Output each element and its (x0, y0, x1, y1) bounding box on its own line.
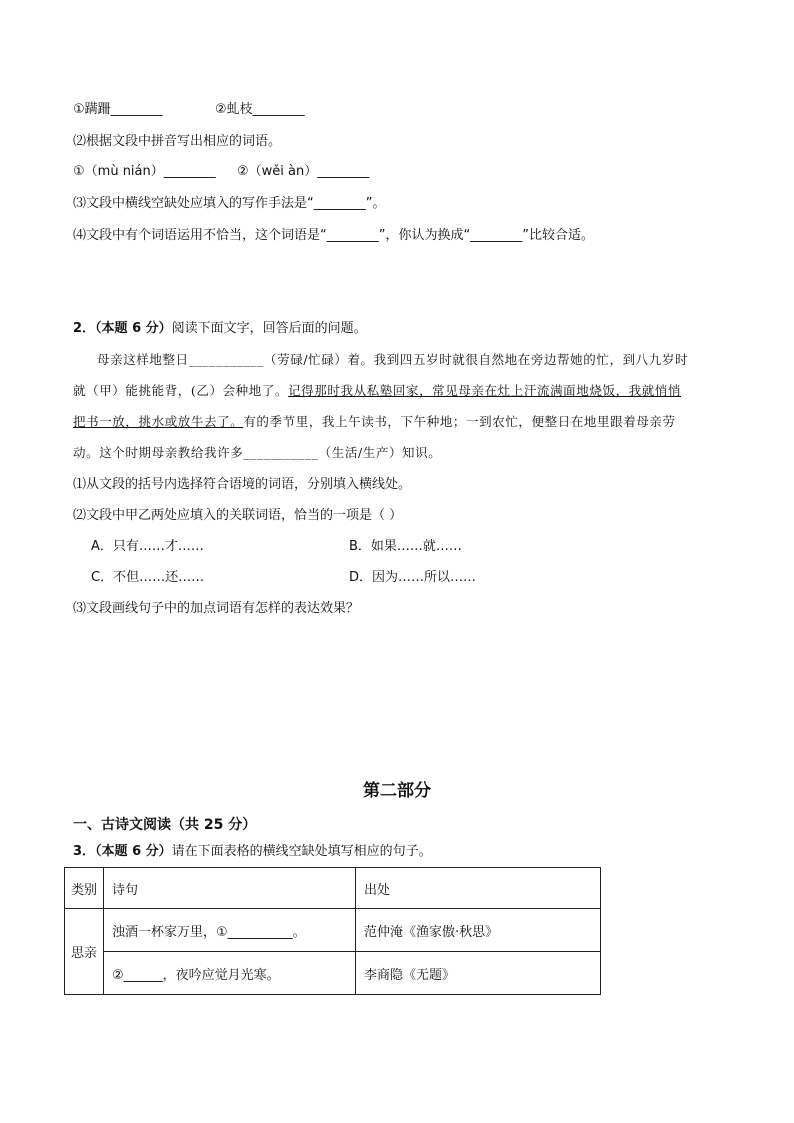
question-prompt: 阅读下面文字，回答后面的问题。 (171, 321, 367, 336)
passage-line-3b: 有的季节里，我上午读书，下午种地；一到农忙，便整日在地里跟着母亲劳 (243, 414, 676, 429)
header-source: 出处 (356, 868, 601, 909)
sub-question-3: ⑶文段画线句子中的加点词语有怎样的表达效果？ (73, 601, 360, 616)
passage-line-3 (73, 413, 676, 431)
question-2-heading (73, 320, 367, 338)
option-b[interactable]: B．如果……就…… (349, 539, 462, 554)
question-number: 3．（本题 6 分） (73, 844, 172, 859)
item-panshan: ①蹒跚________ (73, 102, 163, 117)
source-cell: 李商隐《无题》 (356, 952, 601, 995)
question-number: 2．（本题 6 分） (73, 321, 172, 336)
category-cell: 思亲 (65, 909, 104, 995)
header-category: 类别 (65, 868, 104, 909)
question-prompt: 请在下面表格的横线空缺处填写相应的句子。 (171, 844, 432, 859)
item-qiuzhi: ②虬枝________ (215, 102, 305, 117)
table-header-row (65, 868, 601, 909)
part-two-title: 第二部分 (363, 781, 431, 801)
passage-line-4: 动。这个时期母亲教给我许多___________（生活/生产）知识。 (73, 445, 442, 460)
underlined-sentence-start: 记得那时我从私塾回家，常见母亲在灶上汗流满面地烧饭，我就悄悄 (288, 383, 682, 398)
question-3-instruction: ⑶文段中横线空缺处应填入的写作手法是“________”。 (73, 196, 386, 211)
passage-line-2 (73, 382, 681, 400)
option-d[interactable]: D．因为……所以…… (349, 570, 477, 585)
question-4-instruction: ⑷文段中有个词语运用不恰当，这个词语是“________”，你认为换成“________”比较合适。 (73, 228, 594, 243)
header-poem: 诗句 (104, 868, 356, 909)
table-row (65, 909, 601, 952)
source-cell: 范仲淹《渔家傲·秋思》 (356, 909, 601, 952)
option-a[interactable]: A．只有……才…… (91, 539, 204, 554)
section-heading: 一、古诗文阅读（共 25 分） (73, 817, 257, 833)
underlined-sentence-end: 把书一放，挑水或放牛去了。 (73, 414, 244, 429)
question-2-instruction: ⑵根据文段中拼音写出相应的词语。 (73, 134, 282, 149)
passage-line-1: 母亲这样地整日___________（劳碌/忙碌）着。我到四五岁时就很自然地在旁边帮她的忙，到八九岁时 (97, 352, 689, 367)
table-row (65, 952, 601, 995)
passage-line-2a: 就（甲）能挑能背，(乙）会种地了。 (73, 383, 289, 398)
poem-cell[interactable]: 浊酒一杯家万里，①__________。 (104, 909, 356, 952)
sub-question-1: ⑴从文段的括号内选择符合语境的词语，分别填入横线处。 (73, 477, 412, 492)
option-c[interactable]: C．不但……还…… (91, 570, 205, 585)
pinyin-item-2: ②（wěi àn）________ (237, 164, 370, 179)
poem-cell[interactable]: ②______，夜吟应觉月光寒。 (104, 952, 356, 995)
poem-table (64, 867, 601, 995)
sub-question-2: ⑵文段中甲乙两处应填入的关联词语，恰当的一项是（ ） (73, 508, 403, 523)
question-3-heading (73, 843, 432, 861)
pinyin-item-1: ①（mù nián）________ (73, 164, 216, 179)
